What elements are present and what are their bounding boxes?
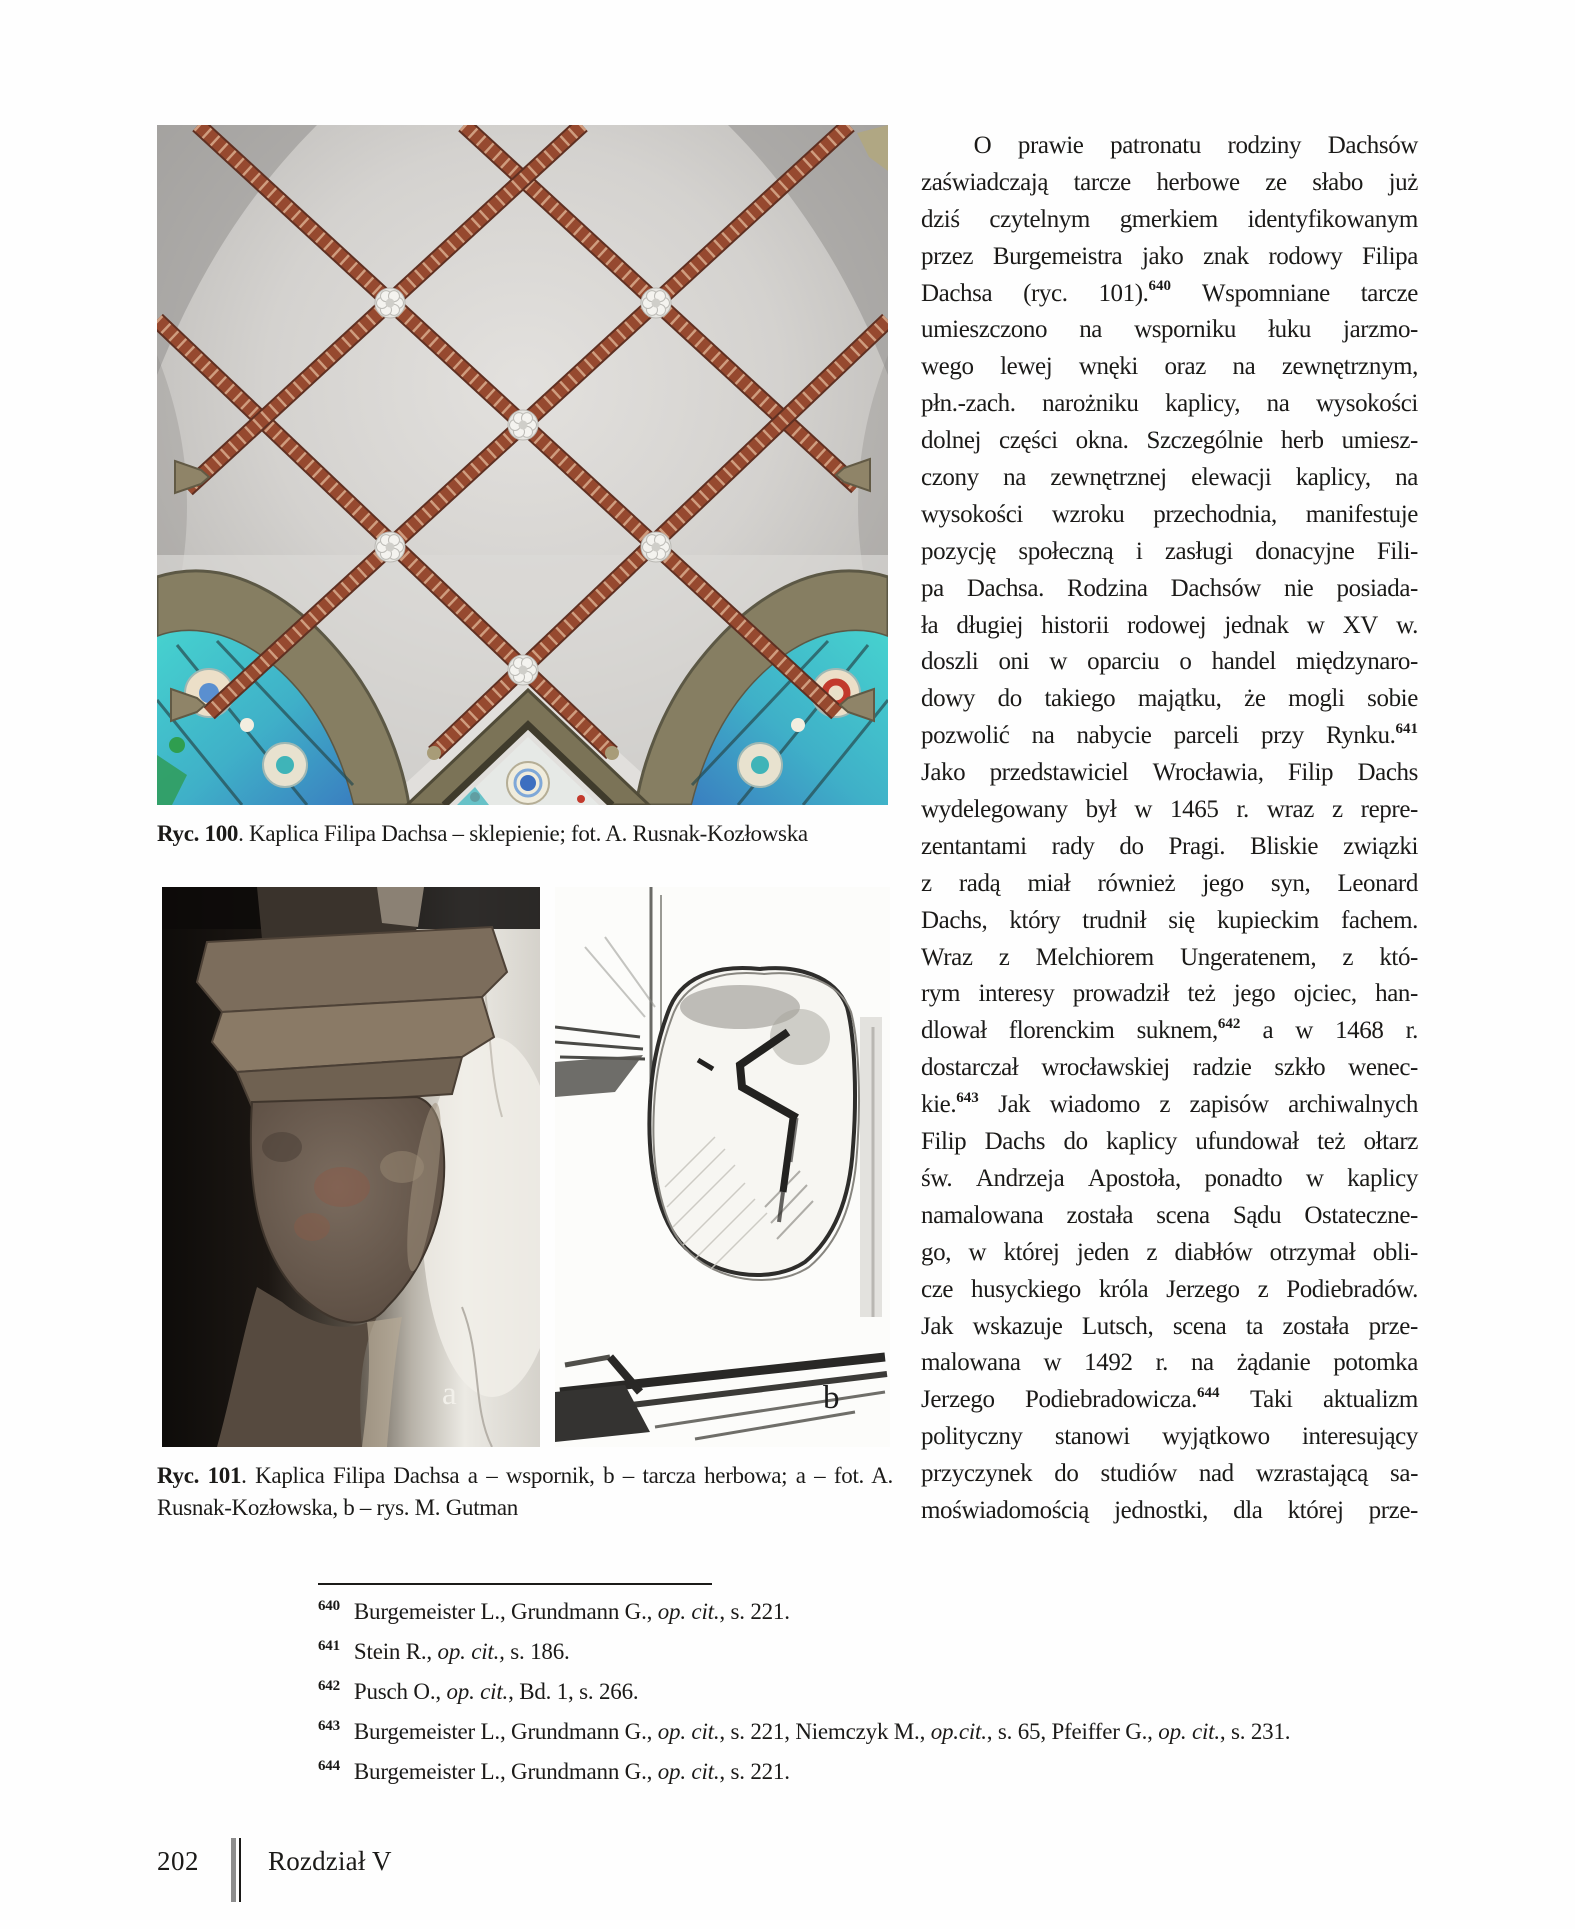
figure-100-caption-text: . Kaplica Filipa Dachsa – sklepienie; fot. A. Rusnak-Kozłowska xyxy=(238,821,808,846)
figure-100-caption-label: Ryc. 100 xyxy=(157,821,239,846)
body-text-line: doszli oni w oparciu o handel międzynaro- xyxy=(921,648,1418,676)
body-text-line: dostarczał wrocławskiej radzie szkło wenec- xyxy=(921,1054,1418,1082)
body-text-line: Jako przedstawiciel Wrocławia, Filip Dachs xyxy=(921,759,1418,787)
body-text-column xyxy=(921,128,1418,1530)
footnote-number: 641 xyxy=(318,1638,340,1655)
body-text-line: Jak wskazuje Lutsch, scena ta została prze- xyxy=(921,1312,1418,1340)
body-text-line: Wraz z Melchiorem Ungeratenem, z któ- xyxy=(921,943,1418,971)
figure-101-caption-text: . Kaplica Filipa Dachsa a – wspornik, b – tarcza herbowa; a – fot. A. Rusnak-Kozłowska, b – rys. M. Gutman xyxy=(157,1463,893,1520)
body-text-line: płn.-zach. narożniku kaplicy, na wysokości xyxy=(921,390,1418,418)
body-text-line: umieszczono na wsporniku łuku jarzmo- xyxy=(921,316,1418,344)
body-text-line: pa Dachsa. Rodzina Dachsów nie posiada- xyxy=(921,574,1418,602)
footnote: $^{641}$ Stein R., op. cit., s. 186. xyxy=(318,1638,570,1664)
footer-bar-thin xyxy=(239,1838,241,1902)
footnote-number: 640 xyxy=(318,1598,340,1615)
footer-divider-bars xyxy=(231,1838,243,1902)
body-text-line: wysokości wzroku przechodnia, manifestuje xyxy=(921,500,1418,528)
body-text-line: Jerzego Podiebradowicza.$^{644}$ Taki aktualizm xyxy=(921,1384,1418,1414)
footer-bar-thick xyxy=(231,1838,236,1902)
body-text-line: wydelegowany był w 1465 r. wraz z repre- xyxy=(921,796,1418,824)
body-text-line: pozycję społeczną i zasługi donacyjne Fili- xyxy=(921,537,1418,565)
body-text-line: moświadomością jednostki, dla której prze- xyxy=(921,1496,1418,1524)
body-text-line: dolnej części okna. Szczególnie herb umiesz- xyxy=(921,427,1418,455)
figure-100-vault-photo xyxy=(157,125,888,805)
vault-photo-svg xyxy=(157,125,888,805)
footnote-number: 643 xyxy=(318,1718,340,1735)
corbel-photo-svg xyxy=(162,887,540,1447)
body-text-line: O prawie patronatu rodziny Dachsów xyxy=(973,132,1418,159)
figure-101b-shield-drawing xyxy=(555,887,890,1447)
body-text-line: kie.$^{643}$ Jak wiadomo z zapisów archiwalnych xyxy=(921,1089,1418,1119)
body-text-line: czony na zewnętrznej elewacji kaplicy, na xyxy=(921,464,1418,492)
body-text-line: św. Andrzeja Apostoła, ponadto w kaplicy xyxy=(921,1164,1418,1192)
body-text-line: przyczynek do studiów nad wzrastającą sa- xyxy=(921,1460,1418,1488)
figure-101b-letter: b xyxy=(823,1380,840,1416)
body-text-line: przez Burgemeistra jako znak rodowy Filipa xyxy=(921,242,1418,270)
body-text-line: ła długiej historii rodowej jednak w XV w. xyxy=(921,611,1418,639)
body-text-line: cze husyckiego króla Jerzego z Podiebradów. xyxy=(921,1275,1418,1303)
footnote-number: 642 xyxy=(318,1678,340,1695)
footnote-number: 644 xyxy=(318,1758,340,1775)
figure-101a-letter: a xyxy=(442,1376,457,1412)
body-text-line: Dachsa (ryc. 101).$^{640}$ Wspomniane tarcze xyxy=(921,278,1418,307)
body-text-line: rym interesy prowadził też jego ojciec, han- xyxy=(921,980,1418,1008)
shield-sketch xyxy=(649,968,859,1280)
footnote: $^{644}$ Burgemeister L., Grundmann G., op. cit., s. 221. xyxy=(318,1758,790,1784)
body-text-line: malowana w 1492 r. na żądanie potomka xyxy=(921,1349,1418,1377)
chapter-title: Rozdział V xyxy=(268,1846,392,1876)
footnote: $^{640}$ Burgemeister L., Grundmann G., op. cit., s. 221. xyxy=(318,1598,790,1624)
body-text-line: Dachs, który trudnił się kupieckim fachem. xyxy=(921,906,1418,934)
figure-100-caption xyxy=(157,818,893,850)
body-text-line: go, w której jeden z diabłów otrzymał obli- xyxy=(921,1238,1418,1266)
footnotes-block xyxy=(318,1592,1538,1792)
body-text-line: pozwolić na nabycie parceli przy Rynku.$^{641}$ xyxy=(921,720,1418,750)
body-text-line: wego lewej wnęki oraz na zewnętrznym, xyxy=(921,353,1418,381)
body-text-line: dlował florenckim suknem,$^{642}$ a w 1468 r. xyxy=(921,1016,1418,1045)
footnote: $^{643}$ Burgemeister L., Grundmann G., op. cit., s. 221, Niemczyk M., op.cit., s. 65, Pfeiffer G., op. cit., s. 231. xyxy=(318,1718,1291,1744)
page-number: 202 xyxy=(157,1846,199,1876)
footnote-separator-rule xyxy=(318,1583,712,1585)
body-text-line: zentantami rady do Pragi. Bliskie związki xyxy=(921,832,1418,860)
body-text-line: z radą miał również jego syn, Leonard xyxy=(921,869,1418,897)
figure-101a-corbel-photo xyxy=(162,887,540,1447)
body-text-line: polityczny stanowi wyjątkowo interesujący xyxy=(921,1423,1418,1451)
figure-101-caption xyxy=(157,1460,893,1524)
body-text-line: zaświadczają tarcze herbowe ze słabo już xyxy=(921,168,1418,196)
body-text-line: Filip Dachs do kaplicy ufundował też ołtarz xyxy=(921,1128,1418,1156)
shield-drawing-svg xyxy=(555,887,890,1447)
figure-101-caption-label: Ryc. 101 xyxy=(157,1463,242,1488)
body-text-line: dziś czytelnym gmerkiem identyfikowanym xyxy=(921,205,1418,233)
body-text-line: namalowana została scena Sądu Ostateczne- xyxy=(921,1201,1418,1229)
body-text-line: dowy do takiego majątku, że mogli sobie xyxy=(921,685,1418,713)
footnote: $^{642}$ Pusch O., op. cit., Bd. 1, s. 266. xyxy=(318,1678,639,1704)
